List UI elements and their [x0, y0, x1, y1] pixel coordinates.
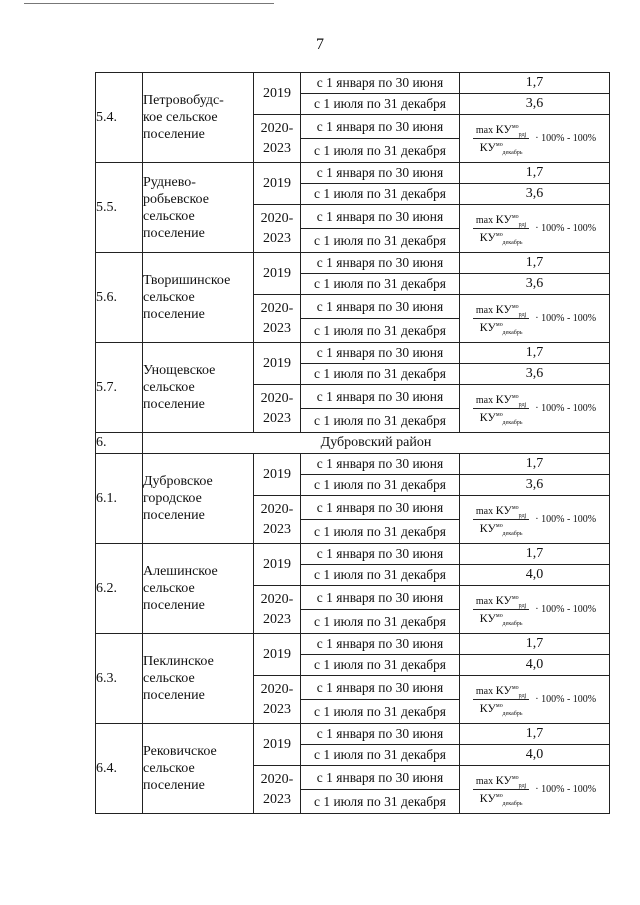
- settlement-name: Дубровское городское поселение: [143, 454, 254, 544]
- formula-cell: [460, 496, 610, 544]
- row-number: 5.7.: [96, 343, 143, 433]
- year-2019: 2019: [254, 724, 301, 766]
- formula-sub: декабрь: [502, 420, 523, 426]
- settlement-name: Руднево- робьевское сельское поселение: [143, 163, 254, 253]
- period-second-half: с 1 июля по 31 декабря: [301, 409, 460, 433]
- formula-cell: [460, 676, 610, 724]
- formula-max: max: [475, 215, 494, 226]
- formula-ku: КУ: [495, 683, 512, 697]
- formula-denominator: [473, 229, 529, 245]
- formula-sub: рдj: [518, 222, 527, 228]
- coefficient-first-half: 1,7: [460, 343, 610, 364]
- formula-sub: декабрь: [502, 711, 523, 717]
- formula-numerator: [473, 122, 529, 139]
- formula-ku: КУ: [495, 773, 512, 787]
- year-2019: 2019: [254, 73, 301, 115]
- formula-sup: мо: [495, 703, 503, 709]
- table-row: [96, 253, 610, 274]
- formula-fraction: [473, 593, 529, 626]
- period-second-half: с 1 июля по 31 декабря: [301, 655, 460, 676]
- period-second-half: с 1 июля по 31 декабря: [301, 139, 460, 163]
- formula-numerator: [473, 683, 529, 700]
- formula-sup: мо: [511, 685, 519, 691]
- formula-numerator: [473, 503, 529, 520]
- formula: [460, 122, 609, 155]
- formula-denominator: [473, 139, 529, 155]
- coefficient-first-half: 1,7: [460, 253, 610, 274]
- formula-sup: мо: [495, 142, 503, 148]
- formula: [460, 302, 609, 335]
- period-second-half: с 1 июля по 31 декабря: [301, 319, 460, 343]
- period-second-half: с 1 июля по 31 декабря: [301, 184, 460, 205]
- coefficient-second-half: 4,0: [460, 745, 610, 766]
- formula-denominator: [473, 700, 529, 716]
- formula-ku: КУ: [495, 392, 512, 406]
- period-first-half: с 1 января по 30 июня: [301, 73, 460, 94]
- formula: [460, 392, 609, 425]
- formula-max: max: [475, 596, 494, 607]
- coefficient-second-half: 3,6: [460, 364, 610, 385]
- formula-sub: рдj: [518, 402, 527, 408]
- period-second-half: с 1 июля по 31 декабря: [301, 745, 460, 766]
- formula-sup: мо: [511, 394, 519, 400]
- formula: [460, 593, 609, 626]
- coefficient-second-half: 3,6: [460, 274, 610, 295]
- formula-tail: · 100% - 100%: [535, 403, 597, 414]
- formula-denominator: [473, 610, 529, 626]
- coefficient-second-half: 4,0: [460, 655, 610, 676]
- district-number: 6.: [96, 433, 143, 454]
- formula-fraction: [473, 773, 529, 806]
- formula-fraction: [473, 212, 529, 245]
- year-2020-2023: 2020- 2023: [254, 496, 301, 544]
- formula-ku: КУ: [495, 122, 512, 136]
- settlement-name: Рековичское сельское поселение: [143, 724, 254, 814]
- formula: [460, 212, 609, 245]
- period-first-half: с 1 января по 30 июня: [301, 496, 460, 520]
- formula-cell: [460, 115, 610, 163]
- formula-sup: мо: [495, 613, 503, 619]
- formula-sup: мо: [495, 412, 503, 418]
- year-2019: 2019: [254, 343, 301, 385]
- table-row: [96, 724, 610, 745]
- formula-ku: КУ: [495, 593, 512, 607]
- period-first-half: с 1 января по 30 июня: [301, 454, 460, 475]
- year-2019: 2019: [254, 163, 301, 205]
- formula-sub: рдj: [518, 513, 527, 519]
- formula-sup: мо: [511, 505, 519, 511]
- row-number: 6.1.: [96, 454, 143, 544]
- formula-tail: · 100% - 100%: [535, 514, 597, 525]
- period-first-half: с 1 января по 30 июня: [301, 634, 460, 655]
- table-row: [96, 343, 610, 364]
- period-first-half: с 1 января по 30 июня: [301, 163, 460, 184]
- period-first-half: с 1 января по 30 июня: [301, 343, 460, 364]
- formula-ku: КУ: [479, 611, 496, 625]
- year-2019: 2019: [254, 634, 301, 676]
- formula-sup: мо: [511, 214, 519, 220]
- table-row: [96, 634, 610, 655]
- settlement-name: Пеклинское сельское поселение: [143, 634, 254, 724]
- formula-ku: КУ: [495, 503, 512, 517]
- period-second-half: с 1 июля по 31 декабря: [301, 475, 460, 496]
- period-first-half: с 1 января по 30 июня: [301, 295, 460, 319]
- row-number: 6.3.: [96, 634, 143, 724]
- coefficient-first-half: 1,7: [460, 454, 610, 475]
- period-second-half: с 1 июля по 31 декабря: [301, 94, 460, 115]
- period-second-half: с 1 июля по 31 декабря: [301, 364, 460, 385]
- formula-ku: КУ: [479, 791, 496, 805]
- period-second-half: с 1 июля по 31 декабря: [301, 229, 460, 253]
- formula-sub: декабрь: [502, 240, 523, 246]
- year-2020-2023: 2020- 2023: [254, 766, 301, 814]
- formula-tail: · 100% - 100%: [535, 223, 597, 234]
- formula-tail: · 100% - 100%: [535, 313, 597, 324]
- settlement-name: Алешинское сельское поселение: [143, 544, 254, 634]
- period-first-half: с 1 января по 30 июня: [301, 766, 460, 790]
- formula-sup: мо: [511, 595, 519, 601]
- formula-sub: рдj: [518, 603, 527, 609]
- formula-sup: мо: [511, 304, 519, 310]
- formula-fraction: [473, 503, 529, 536]
- year-2020-2023: 2020- 2023: [254, 295, 301, 343]
- row-number: 5.4.: [96, 73, 143, 163]
- page-number: 7: [316, 36, 324, 53]
- year-2019: 2019: [254, 454, 301, 496]
- row-number: 5.5.: [96, 163, 143, 253]
- formula-sup: мо: [495, 232, 503, 238]
- formula-sub: декабрь: [502, 801, 523, 807]
- formula-max: max: [475, 506, 494, 517]
- year-2020-2023: 2020- 2023: [254, 385, 301, 433]
- table-row: [96, 163, 610, 184]
- formula-denominator: [473, 409, 529, 425]
- settlement-name: Петровобудс- кое сельское поселение: [143, 73, 254, 163]
- formula: [460, 503, 609, 536]
- formula-cell: [460, 385, 610, 433]
- table-row: [96, 73, 610, 94]
- formula-numerator: [473, 212, 529, 229]
- row-number: 6.4.: [96, 724, 143, 814]
- coefficient-second-half: 3,6: [460, 184, 610, 205]
- period-first-half: с 1 января по 30 июня: [301, 205, 460, 229]
- formula-sup: мо: [511, 775, 519, 781]
- settlement-name: Унощевское сельское поселение: [143, 343, 254, 433]
- formula-fraction: [473, 302, 529, 335]
- formula-max: max: [475, 395, 494, 406]
- formula-sub: декабрь: [502, 150, 523, 156]
- formula: [460, 683, 609, 716]
- table-row: [96, 454, 610, 475]
- period-first-half: с 1 января по 30 июня: [301, 544, 460, 565]
- formula: [460, 773, 609, 806]
- top-rule: [24, 3, 274, 4]
- formula-ku: КУ: [495, 302, 512, 316]
- formula-numerator: [473, 773, 529, 790]
- period-first-half: с 1 января по 30 июня: [301, 385, 460, 409]
- tariff-table: [95, 72, 610, 814]
- formula-ku: КУ: [479, 320, 496, 334]
- period-first-half: с 1 января по 30 июня: [301, 586, 460, 610]
- row-number: 5.6.: [96, 253, 143, 343]
- formula-tail: · 100% - 100%: [535, 694, 597, 705]
- year-2019: 2019: [254, 253, 301, 295]
- formula-fraction: [473, 683, 529, 716]
- year-2019: 2019: [254, 544, 301, 586]
- formula-sub: рдj: [518, 693, 527, 699]
- coefficient-first-half: 1,7: [460, 73, 610, 94]
- formula-sub: декабрь: [502, 330, 523, 336]
- formula-sub: рдj: [518, 132, 527, 138]
- coefficient-second-half: 3,6: [460, 94, 610, 115]
- formula-sub: рдj: [518, 783, 527, 789]
- table-row: [96, 544, 610, 565]
- period-second-half: с 1 июля по 31 декабря: [301, 274, 460, 295]
- formula-sup: мо: [495, 322, 503, 328]
- formula-cell: [460, 205, 610, 253]
- coefficient-first-half: 1,7: [460, 634, 610, 655]
- formula-ku: КУ: [495, 212, 512, 226]
- coefficient-first-half: 1,7: [460, 544, 610, 565]
- formula-denominator: [473, 790, 529, 806]
- formula-cell: [460, 295, 610, 343]
- formula-ku: КУ: [479, 140, 496, 154]
- formula-numerator: [473, 392, 529, 409]
- formula-sup: мо: [511, 124, 519, 130]
- district-header-row: [96, 433, 610, 454]
- formula-max: max: [475, 125, 494, 136]
- formula-sub: декабрь: [502, 531, 523, 537]
- formula-max: max: [475, 305, 494, 316]
- coefficient-first-half: 1,7: [460, 724, 610, 745]
- coefficient-first-half: 1,7: [460, 163, 610, 184]
- formula-tail: · 100% - 100%: [535, 784, 597, 795]
- year-2020-2023: 2020- 2023: [254, 586, 301, 634]
- formula-tail: · 100% - 100%: [535, 604, 597, 615]
- formula-denominator: [473, 520, 529, 536]
- formula-fraction: [473, 392, 529, 425]
- formula-sup: мо: [495, 793, 503, 799]
- year-2020-2023: 2020- 2023: [254, 205, 301, 253]
- period-first-half: с 1 января по 30 июня: [301, 115, 460, 139]
- coefficient-second-half: 3,6: [460, 475, 610, 496]
- formula-sup: мо: [495, 523, 503, 529]
- year-2020-2023: 2020- 2023: [254, 115, 301, 163]
- period-second-half: с 1 июля по 31 декабря: [301, 790, 460, 814]
- period-second-half: с 1 июля по 31 декабря: [301, 520, 460, 544]
- year-2020-2023: 2020- 2023: [254, 676, 301, 724]
- row-number: 6.2.: [96, 544, 143, 634]
- district-title: Дубровский район: [143, 433, 610, 454]
- formula-sub: декабрь: [502, 621, 523, 627]
- period-second-half: с 1 июля по 31 декабря: [301, 700, 460, 724]
- formula-sub: рдj: [518, 312, 527, 318]
- formula-numerator: [473, 302, 529, 319]
- formula-fraction: [473, 122, 529, 155]
- formula-denominator: [473, 319, 529, 335]
- formula-ku: КУ: [479, 410, 496, 424]
- formula-cell: [460, 586, 610, 634]
- period-second-half: с 1 июля по 31 декабря: [301, 565, 460, 586]
- period-second-half: с 1 июля по 31 декабря: [301, 610, 460, 634]
- period-first-half: с 1 января по 30 июня: [301, 724, 460, 745]
- formula-ku: КУ: [479, 521, 496, 535]
- period-first-half: с 1 января по 30 июня: [301, 253, 460, 274]
- formula-numerator: [473, 593, 529, 610]
- settlement-name: Творишинское сельское поселение: [143, 253, 254, 343]
- formula-tail: · 100% - 100%: [535, 133, 597, 144]
- formula-cell: [460, 766, 610, 814]
- period-first-half: с 1 января по 30 июня: [301, 676, 460, 700]
- coefficient-second-half: 4,0: [460, 565, 610, 586]
- formula-ku: КУ: [479, 230, 496, 244]
- formula-max: max: [475, 776, 494, 787]
- formula-ku: КУ: [479, 701, 496, 715]
- formula-max: max: [475, 686, 494, 697]
